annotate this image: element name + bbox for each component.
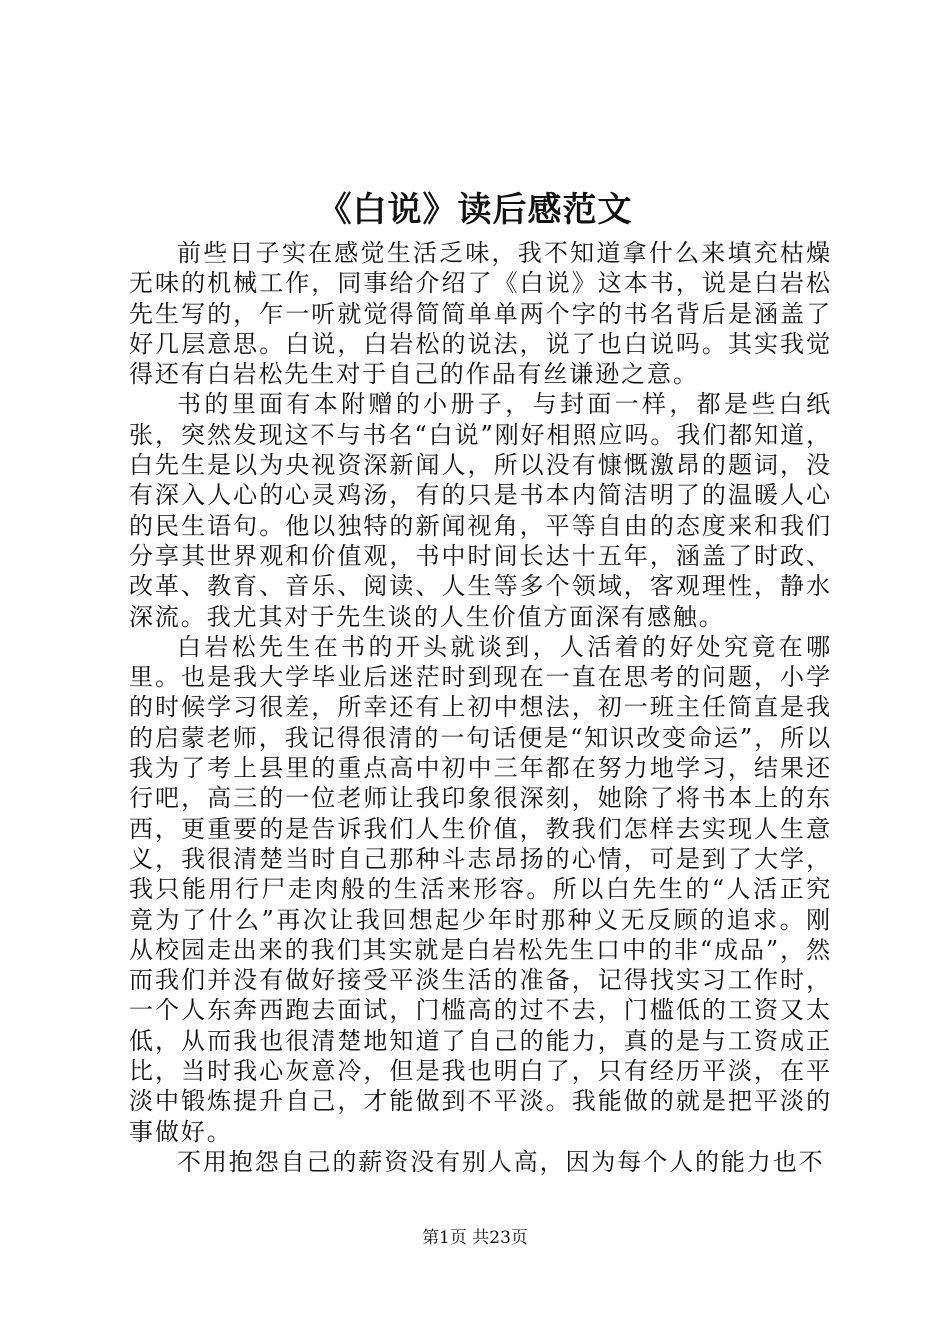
paragraph-1: 前些日子实在感觉生活乏味，我不知道拿什么来填充枯燥无味的机械工作，同事给介绍了《白说》这本书，说是白岩松先生写的，乍一听就觉得简简单单两个字的书名背后是涵盖了好几层意思。白说，白岩松的说法，说了也白说吗。其实我觉得还有白岩松先生对于自己的作品有丝谦逊之意。 [129,239,832,389]
paragraph-2: 书的里面有本附赠的小册子，与封面一样，都是些白纸张，突然发现这不与书名“白说”刚好相照应吗。我们都知道，白先生是以为央视资深新闻人，所以没有慷慨激昂的题词，没有深入人心的心灵鸡汤，有的只是书本内简洁明了的温暖人心的民生语句。他以独特的新闻视角，平等自由的态度来和我们分享其世界观和价值观，书中时间长达十五年，涵盖了时政、改革、教育、音乐、阅读、人生等多个领域，客观理性，静水深流。我尤其对于先生谈的人生价值方面深有感触。 [129,390,832,631]
paragraph-4: 不用抱怨自己的薪资没有别人高，因为每个人的能力也不 [177,1147,825,1176]
page-number-footer: 第1页 共23页 [422,1228,528,1248]
document-body [129,238,832,1177]
paragraph-3: 白岩松先生在书的开头就谈到，人活着的好处究竟在哪里。也是我大学毕业后迷茫时到现在一直在思考的问题，小学的时候学习很差，所幸还有上初中想法，初一班主任简直是我的启蒙老师，我记得很清的一句话便是“知识改变命运”，所以我为了考上县里的重点高中初中三年都在努力地学习，结果还行吧，高三的一位老师让我印象很深刻，她除了将书本上的东西，更重要的是告诉我们人生价值，教我们怎样去实现人生意义，我很清楚当时自己那种斗志昂扬的心情，可是到了大学，我只能用行尸走肉般的生活来形容。所以白先生的“人活正究竟为了什么”再次让我回想起少年时那种义无反顾的追求。刚从校园走出来的我们其实就是白岩松先生口中的非“成品”，然而我们并没有做好接受平淡生活的准备，记得找实习工作时，一个人东奔西跑去面试，门槛高的过不去，门槛低的工资又太低，从而我也很清楚地知道了自己的能力，真的是与工资成正比，当时我心灰意冷，但是我也明白了，只有经历平淡，在平淡中锻炼提升自己，才能做到不平淡。我能做的就是把平淡的事做好。 [129,632,832,1146]
document-title: 《白说》读后感范文 [317,190,633,230]
